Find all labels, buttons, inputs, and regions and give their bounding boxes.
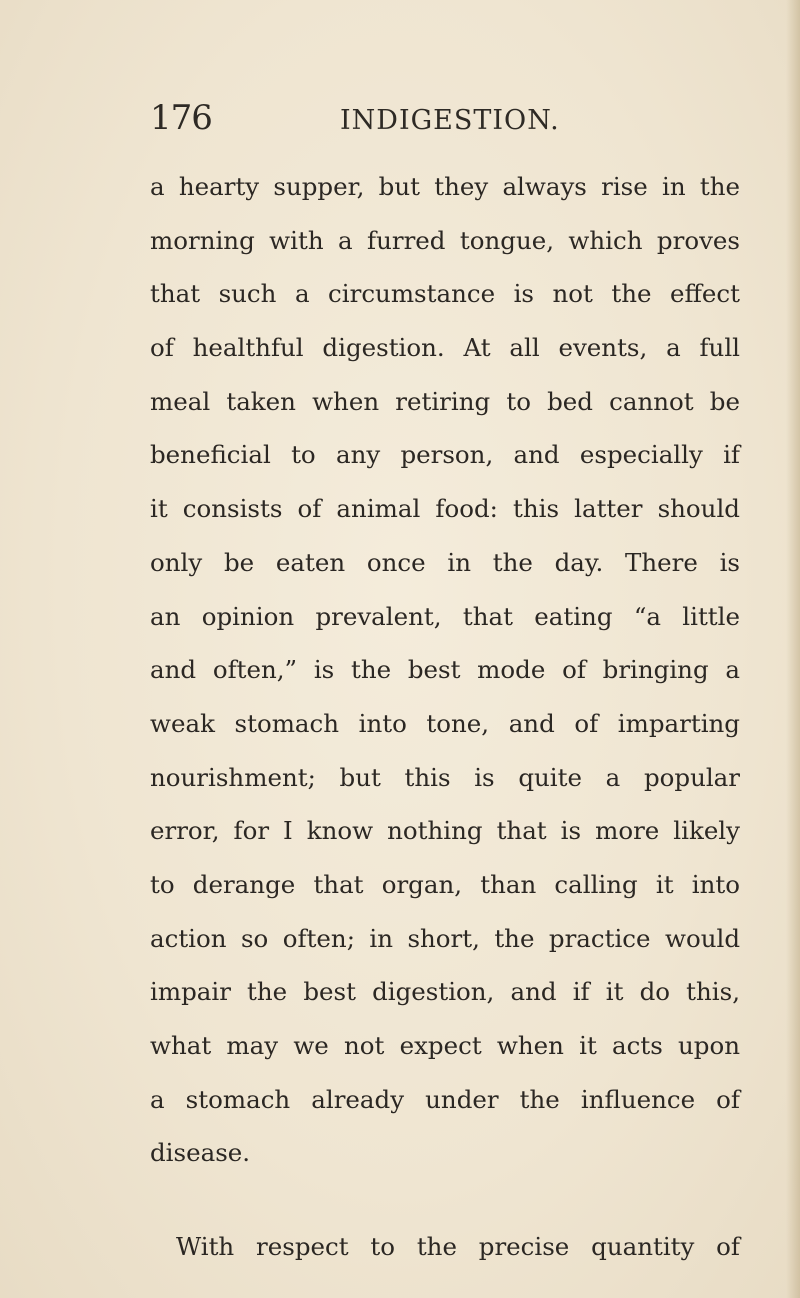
text-line: only be eaten once in the day. There is (150, 547, 740, 577)
text-line: that such a circumstance is not the effect (150, 279, 740, 309)
paragraph-2 (150, 1220, 740, 1274)
text-line: a hearty supper, but they always rise in the (150, 172, 740, 201)
text-line: what may we not expect when it acts upon (150, 1031, 740, 1060)
text-line: to derange that organ, than calling it into (150, 869, 740, 899)
text-line: morning with a furred tongue, which proves (150, 225, 740, 255)
text-line: meal taken when retiring to bed cannot be (150, 386, 740, 416)
paragraph-1 (150, 160, 740, 1180)
text-line: impair the best digestion, and if it do this, (150, 977, 740, 1007)
text-line: and often,” is the best mode of bringing a (150, 655, 740, 685)
text-line: error, for I know nothing that is more likely (150, 816, 740, 846)
text-line: nourishment; but this is quite a popular (150, 762, 740, 792)
text-line: With respect to the precise quantity of (176, 1232, 740, 1262)
paragraph-gap (150, 1180, 740, 1220)
page-edge-shadow (786, 0, 800, 1298)
text-line: of healthful digestion. At all events, a full (150, 333, 740, 363)
text-line: a stomach already under the influence of (150, 1084, 740, 1114)
body-text (150, 160, 740, 1274)
page-header (150, 98, 710, 148)
text-line: disease. (150, 1138, 251, 1168)
text-line: action so often; in short, the practice would (150, 923, 740, 953)
text-line: an opinion prevalent, that eating “a little (150, 601, 740, 631)
running-head: INDIGESTION. (340, 105, 560, 136)
text-line: it consists of animal food: this latter should (150, 494, 740, 524)
text-line: beneficial to any person, and especially if (150, 440, 740, 470)
page-number: 176 (150, 98, 212, 138)
text-line: weak stomach into tone, and of imparting (150, 708, 740, 738)
